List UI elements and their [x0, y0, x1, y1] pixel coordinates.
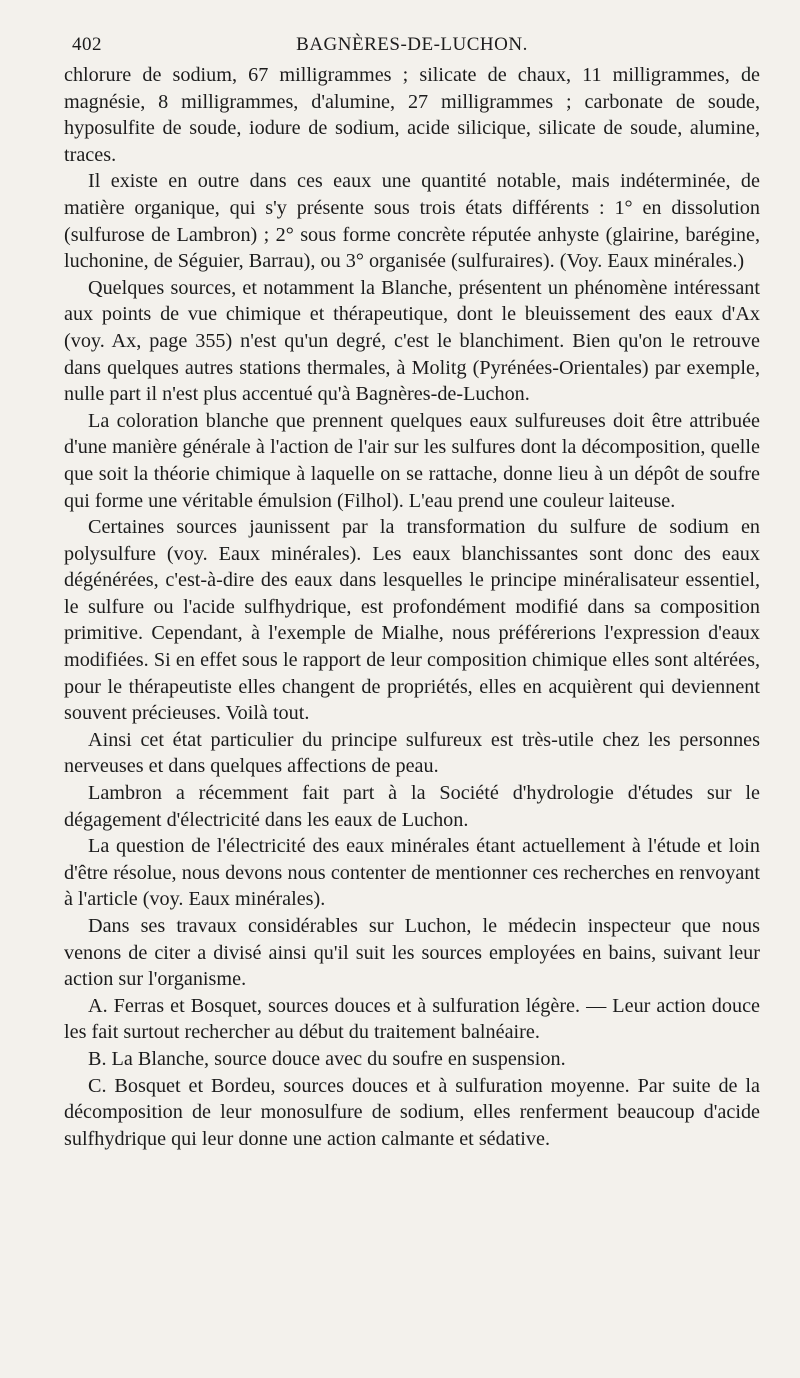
paragraph-8: La question de l'électricité des eaux minérales étant actuellement à l'étude et loin d'être résolue, nous devons nous contenter de mentionner ces recherches en renvoyant à l'article (voy. Eaux minérales).: [64, 835, 760, 911]
paragraph-9: Dans ses travaux considérables sur Luchon, le médecin inspecteur que nous venons de citer a divisé ainsi qu'il suit les sources employées en bains, suivant leur action sur l'organisme.: [64, 915, 760, 991]
paragraph-1: chlorure de sodium, 67 milligrammes ; silicate de chaux, 11 milligrammes, de magnésie, 8 milligrammes, d'alumine, 27 milligrammes ; carbonate de soude, hyposulfite de soude, iodure de sodium, acide silicique, silicate de soude, alumine, traces.: [64, 64, 760, 166]
paragraph-3: Quelques sources, et notamment la Blanche, présentent un phénomène intéressant aux points de vue chimique et thérapeutique, dont le bleuissement des eaux d'Ax (voy. Ax, page 355) n'est qu'un degré, c'est le blanchiment. Bien qu'on le retrouve dans quelques autres stations thermales, à Molitg (Pyrénées-Orientales) par exemple, nulle part il n'est plus accentué qu'à Bagnères-de-Luchon.: [64, 276, 760, 406]
paragraph-10: A. Ferras et Bosquet, sources douces et à sulfuration légère. — Leur action douce les fait surtout rechercher au début du traitement balnéaire.: [64, 994, 760, 1044]
paragraph-5: Certaines sources jaunissent par la transformation du sulfure de sodium en polysulfure (voy. Eaux minérales). Les eaux blanchissantes sont donc des eaux dégénérées, c'est-à-dire des eaux dans lesquelles le principe minéralisateur essentiel, le sulfure ou l'acide sulfhydrique, est profondément modifié dans sa composition primitive. Cependant, à l'exemple de Mialhe, nous préférerions l'expression d'eaux modifiées. Si en effet sous le rapport de leur composition chimique elles sont altérées, pour le thérapeutiste elles changent de propriétés, elles en acquièrent qui deviennent souvent précieuses. Voilà tout.: [64, 516, 760, 725]
page-header: [64, 30, 760, 62]
paragraph-11: B. La Blanche, source douce avec du soufre en suspension.: [88, 1047, 566, 1070]
paragraph-7: Lambron a récemment fait part à la Société d'hydrologie d'études sur le dégagement d'électricité dans les eaux de Luchon.: [64, 782, 760, 831]
paragraph-12: C. Bosquet et Bordeu, sources douces et à sulfuration moyenne. Par suite de la décomposition de leur monosulfure de sodium, elles renferment beaucoup d'acide sulfhydrique qui leur donne une action calmante et sédative.: [64, 1074, 760, 1150]
paragraph-4: La coloration blanche que prennent quelques eaux sulfureuses doit être attribuée d'une manière générale à l'action de l'air sur les sulfures dont la décomposition, quelle que soit la théorie chimique à laquelle on se rattache, donne lieu à un dépôt de soufre qui forme une véritable émulsion (Filhol). L'eau prend une couleur laiteuse.: [64, 409, 760, 512]
paragraph-2: Il existe en outre dans ces eaux une quantité notable, mais indéterminée, de matière organique, qui s'y présente sous trois états différents : 1° en dissolution (sulfurose de Lambron) ; 2° sous forme concrète réputée anhyste (glairine, barégine, luchonine, de Séguier, Barrau), ou 3° organisée (sulfuraires). (Voy. Eaux minérales.): [64, 170, 760, 273]
running-title: BAGNÈRES-DE-LUCHON.: [296, 34, 528, 55]
page-number: 402: [72, 34, 102, 55]
page-body: [64, 62, 760, 1152]
paragraph-6: Ainsi cet état particulier du principe sulfureux est très-utile chez les personnes nerveuses et dans quelques affections de peau.: [64, 728, 760, 778]
